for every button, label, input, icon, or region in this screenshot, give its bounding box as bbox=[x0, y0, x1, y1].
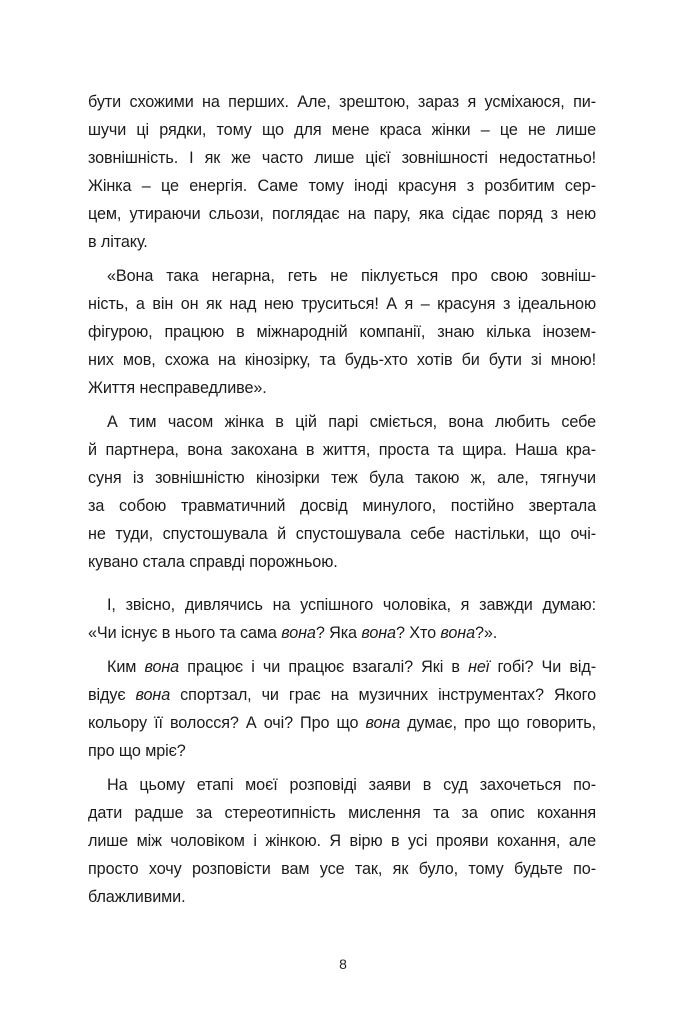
italic-word: вона bbox=[361, 624, 396, 642]
paragraph-5 bbox=[88, 653, 596, 765]
text-line: в літаку. bbox=[88, 233, 148, 251]
paragraph-2 bbox=[88, 262, 596, 402]
text-segment: спортзал, чи грає на музичних інструментах? Якого bbox=[170, 686, 596, 704]
text-line: них мов, схожа на кінозірку, та будь-хто хотів би бути зі мною! bbox=[88, 351, 596, 369]
text-line bbox=[88, 709, 596, 737]
text-line: про що мріє? bbox=[88, 742, 186, 760]
text-block-top bbox=[88, 88, 596, 582]
text-line: блажливими. bbox=[88, 888, 186, 906]
text-segment: відує bbox=[88, 686, 136, 704]
text-line: просто хочу розповісти вам усе так, як було, тому будьте по- bbox=[88, 860, 596, 878]
text-line: кувано стала справді порожньою. bbox=[88, 553, 338, 571]
text-line: цем, утираючи сльози, поглядає на пару, яка сідає поряд з нею bbox=[88, 205, 596, 223]
paragraph-1 bbox=[88, 88, 596, 256]
text-segment: Ким bbox=[107, 658, 145, 676]
text-segment: ? Яка bbox=[315, 624, 362, 642]
text-segment: «Чи існує в нього та сама bbox=[88, 624, 282, 642]
text-line: й партнера, вона закохана в життя, проста та щира. Наша кра- bbox=[88, 441, 596, 459]
page-number: 8 bbox=[339, 956, 347, 972]
text-line: «Вона така негарна, геть не піклується про свою зовніш- bbox=[107, 267, 596, 285]
text-line: не туди, спустошувала й спустошувала себе настільки, що очі- bbox=[88, 525, 596, 543]
text-line: На цьому етапі моєї розповіді заяви в суд захочеться по- bbox=[107, 776, 596, 794]
italic-word: вона bbox=[144, 658, 180, 676]
italic-word: вона bbox=[281, 624, 316, 642]
text-block-bottom bbox=[88, 591, 596, 917]
text-line: Жінка – це енергія. Саме тому іноді красуня з розбитим сер- bbox=[88, 177, 596, 195]
text-segment: кольору її волосся? А очі? Про що bbox=[88, 714, 366, 732]
text-line: А тим часом жінка в цій парі сміється, вона любить себе bbox=[107, 413, 596, 431]
text-line: дати радше за стереотипність мислення та за опис кохання bbox=[88, 804, 596, 822]
text-line: суня із зовнішністю кінозірки теж була такою ж, але, тягнучи bbox=[88, 469, 596, 487]
text-segment: думає, про що говорить, bbox=[400, 714, 596, 732]
text-segment: ? Хто bbox=[395, 624, 441, 642]
text-line: лише між чоловіком і жінкою. Я вірю в усі прояви кохання, але bbox=[88, 832, 596, 850]
text-line bbox=[88, 681, 596, 709]
italic-word: вона bbox=[440, 624, 475, 642]
text-line: фігурою, працюю в міжнародній компанії, знаю кілька інозем- bbox=[88, 323, 596, 341]
italic-word: вона bbox=[135, 686, 171, 704]
text-line: Життя несправедливе». bbox=[88, 379, 267, 397]
text-line: зовнішність. І як же часто лише цієї зовнішності недостатньо! bbox=[88, 149, 596, 167]
text-line: ність, а він он як над нею труситься! А я – красуня з ідеальною bbox=[88, 295, 596, 313]
italic-word: неї bbox=[468, 658, 490, 676]
text-segment: працює і чи працює взагалі? Які в bbox=[179, 658, 469, 676]
text-line: бути схожими на перших. Але, зрештою, зараз я усміхаюся, пи- bbox=[88, 93, 596, 111]
italic-word: вона bbox=[365, 714, 401, 732]
text-line bbox=[88, 653, 596, 681]
text-line: шучи ці рядки, тому що для мене краса жінки – це не лише bbox=[88, 121, 596, 139]
paragraph-4 bbox=[88, 591, 596, 647]
text-line: І, звісно, дивлячись на успішного чоловіка, я завжди думаю: bbox=[107, 596, 596, 614]
text-segment: ?». bbox=[475, 624, 498, 642]
text-line: за собою травматичний досвід минулого, постійно звертала bbox=[88, 497, 596, 515]
paragraph-3 bbox=[88, 408, 596, 576]
text-segment: гобі? Чи від- bbox=[489, 658, 596, 676]
paragraph-6 bbox=[88, 771, 596, 911]
text-line bbox=[88, 619, 596, 647]
